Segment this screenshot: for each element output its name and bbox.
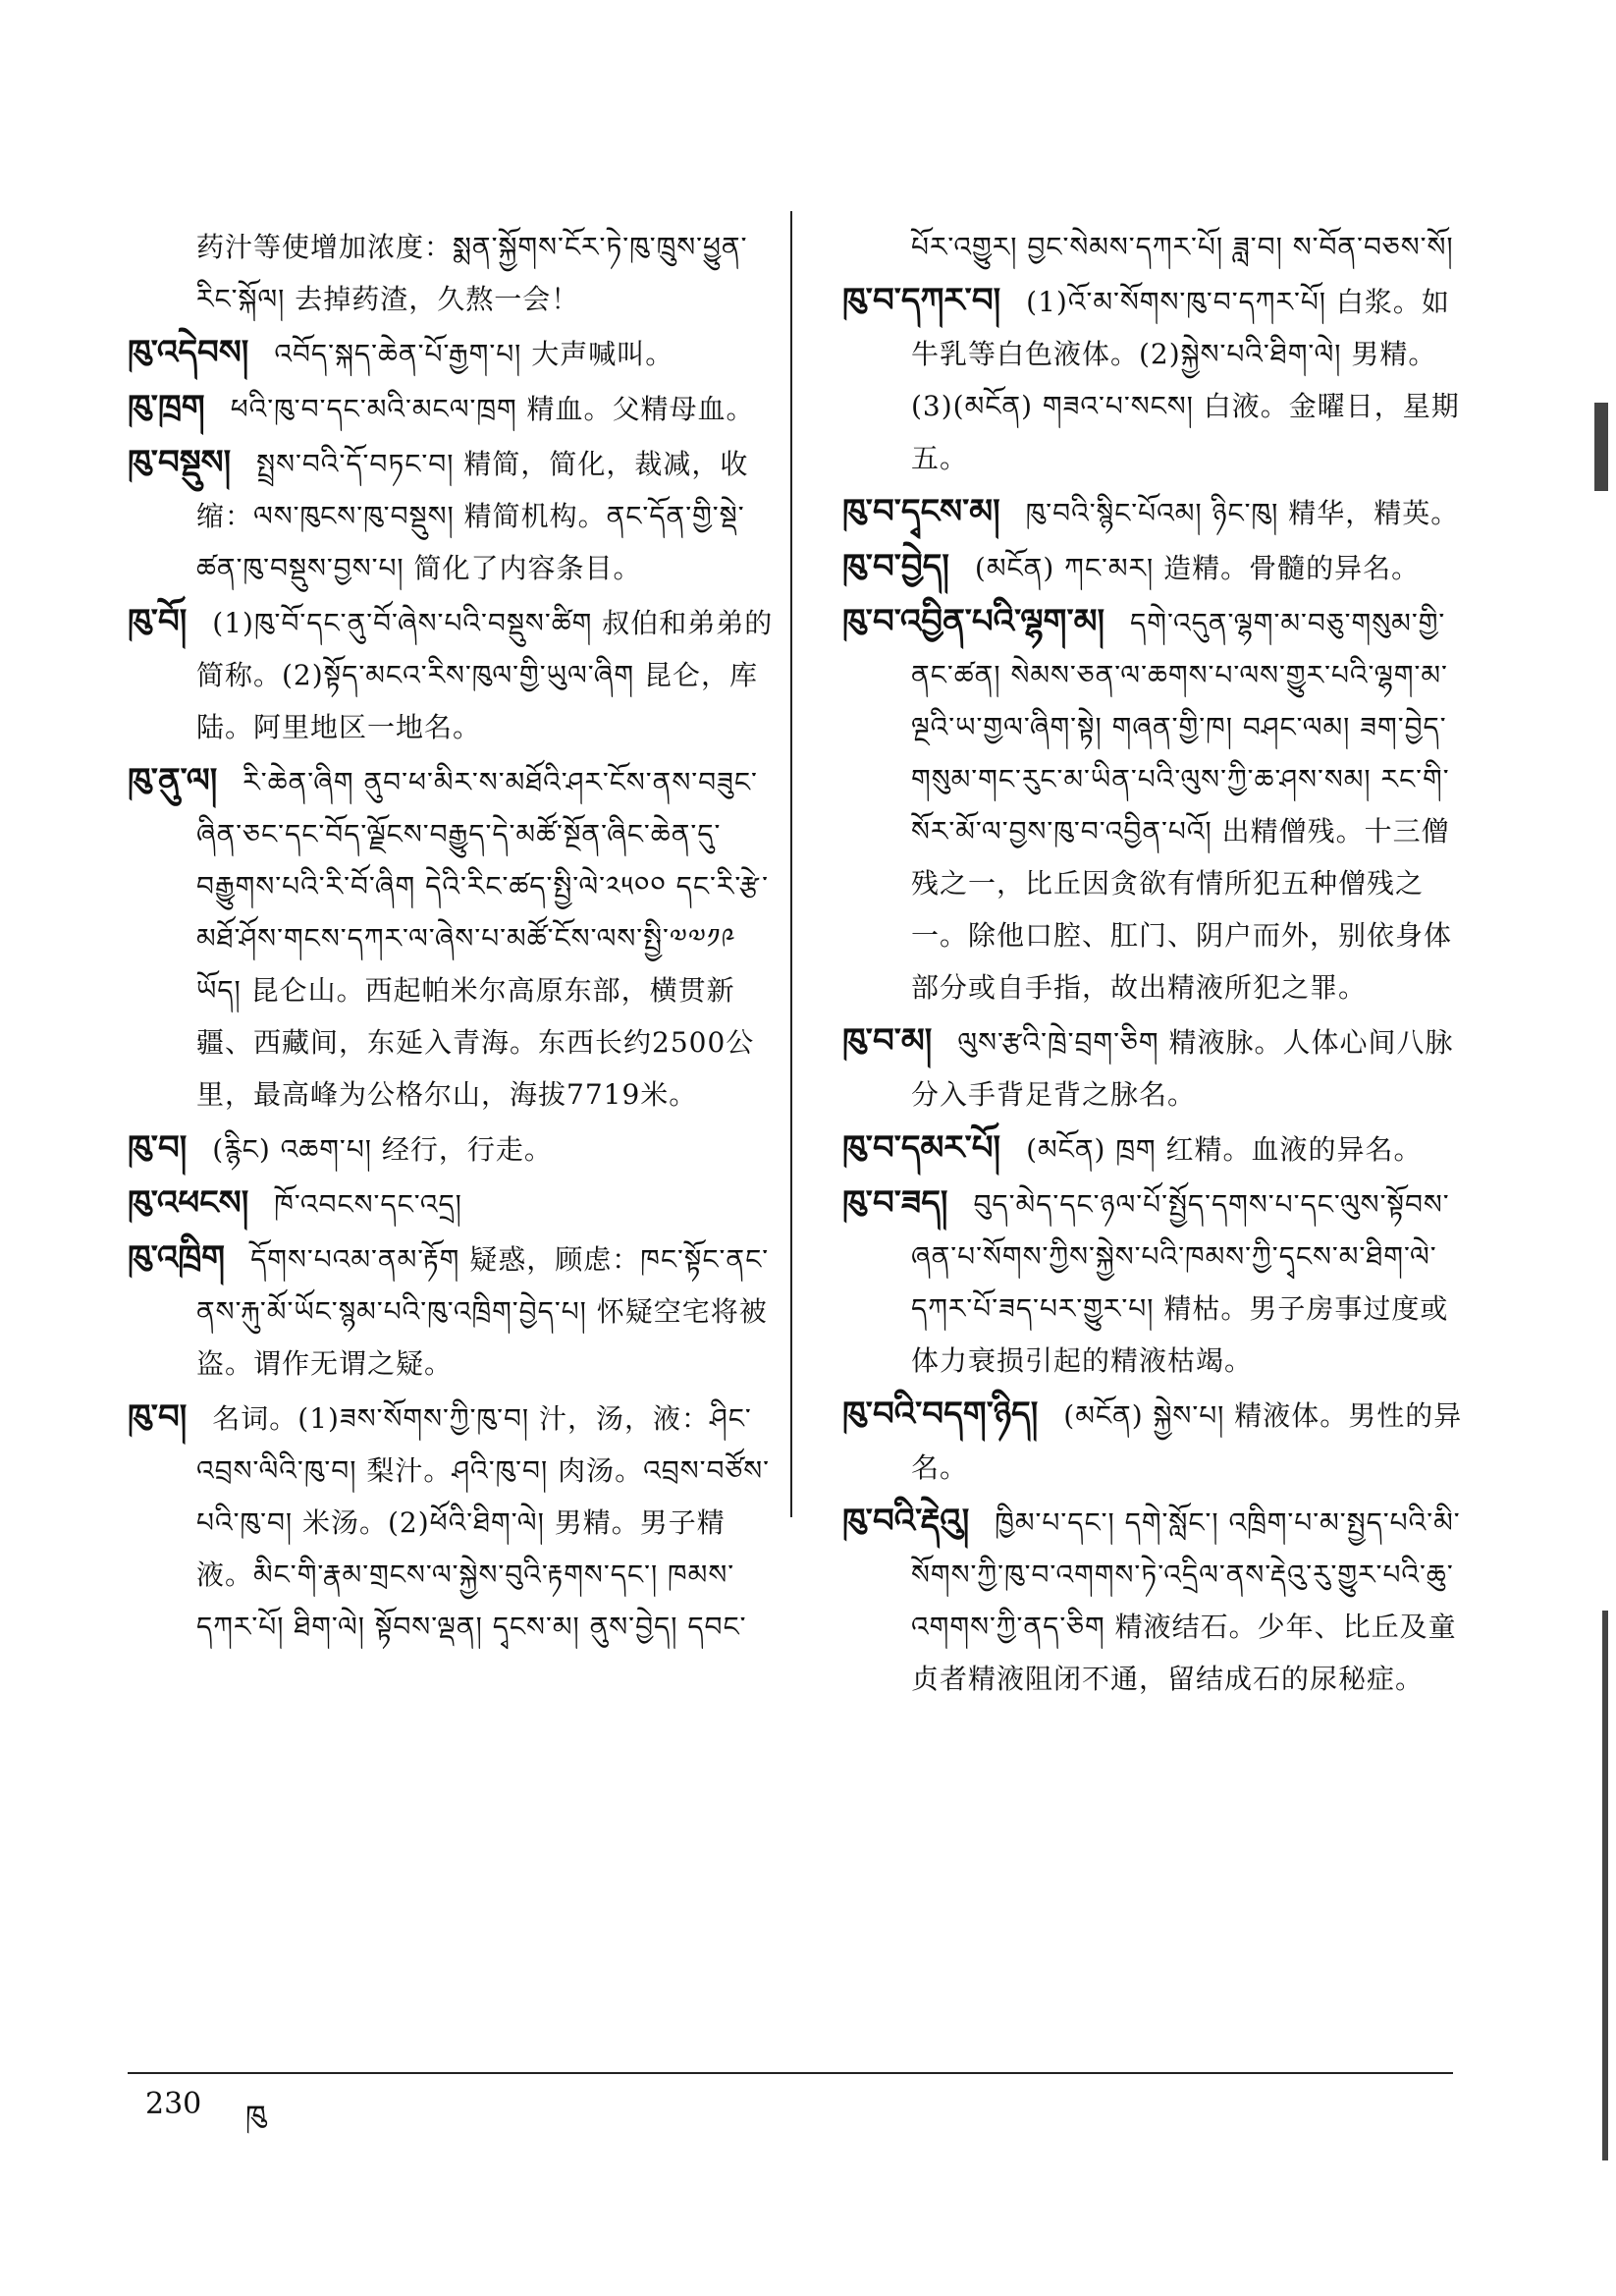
entry-headword: ཁུ་བ་བྱེད། <box>842 547 949 586</box>
entry-headword: ཁུ་འདེབས། <box>128 333 249 372</box>
entry-headword: ཁུ་བ། <box>128 1397 188 1437</box>
dictionary-entry <box>842 486 1473 539</box>
entry-definition: རི་ཆེན་ཞིག ནུབ་ཕ་མིར་ས་མཐོའི་ཤར་ངོས་ནས་བཟུང་ཞིན་ཅང་དང་བོད་ལྗོངས་བརྒྱུད་དེ་མཚོ་སྔོན་ཞིང་ཆེན་དུ་བརྒྱུགས་པའི་རི་བོ་ཞིག དེའི་རིང་ཚད་སྤྱི་ལེ་༢༥༠༠ དང་རི་རྩེ་མཐོ་ཤོས་གངས་དཀར་ལ་ཞེས་པ་མཚོ་ངོས་ལས་སྤྱི་༧༧༡༩ ཡོད། 昆仑山。西起帕米尔高原东部，横贯新疆、西藏间，东延入青海。东西长约2500公里，最高峰为公格尔山，海拔7719米。 <box>196 766 769 1111</box>
left-column <box>128 221 776 1655</box>
dictionary-entry <box>842 1177 1473 1387</box>
entry-headword: ཁུ་བའི་བདག་ཉིད། <box>842 1394 1039 1434</box>
dictionary-entry <box>842 1389 1473 1494</box>
entry-headword: ཁུ་འཁྲིག <box>128 1238 226 1278</box>
entry-definition: 名词。(1)ཟས་སོགས་ཀྱི་ཁུ་བ། 汁，汤，液：ཤིང་འབྲས་ལིའི་ཁུ་བ། 梨汁。ཤའི་ཁུ་བ། 肉汤。འབྲས་བཙོས་པའི་ཁུ་བ། 米汤。(2)ཕོའི་ཐིག་ལེ། 男精。男子精液。མིང་གི་རྣམ་གྲངས་ལ་སྐྱེས་བུའི་རྟགས་དང་། ཁམས་དཀར་པོ། ཐིག་ལེ། སྟོབས་ལྡན། དྭངས་མ། ནུས་བྱེད། དབང་ <box>196 1402 771 1643</box>
entry-headword: ཁུ་བ་དཀར་བ། <box>842 281 1001 320</box>
entry-definition: (མངོན) ཁྲག 红精。血液的异名。 <box>1026 1133 1423 1166</box>
dictionary-entry <box>128 1122 776 1175</box>
dictionary-entry <box>128 1232 776 1390</box>
dictionary-entry <box>128 596 776 753</box>
dictionary-entry <box>842 596 1473 1013</box>
entry-headword: ཁུ་བོ། <box>128 602 188 641</box>
entry-headword: ཁུ་བ་དྭངས་མ། <box>842 492 1000 531</box>
dictionary-entry <box>128 382 776 435</box>
dictionary-entry <box>842 221 1473 273</box>
entry-definition: (1)ཁུ་བོ་དང་ནུ་བོ་ཞེས་པའི་བསྡུས་ཚིག 叔伯和弟弟的简称。(2)སྟོད་མངའ་རིས་ཁུལ་གྱི་ཡུལ་ཞིག 昆仑，库陆。阿里地区一地名。 <box>196 607 774 743</box>
entry-definition: འབོད་སྐད་ཆེན་པོ་རྒྱག་པ། 大声喊叫。 <box>274 338 674 370</box>
dictionary-entry <box>128 437 776 594</box>
dictionary-entry <box>128 327 776 380</box>
edge-binding-mark <box>1602 1611 1608 2160</box>
entry-definition: སྤྲས་བའི་དོ་བཏང་བ། 精简，简化，裁减，收缩：ལས་ཁུངས་ཁུ་བསྡུས། 精简机构。ནང་དོན་གྱི་སྡེ་ཚན་ཁུ་བསྡུས་བྱས་པ། 简化了内容条目。 <box>196 448 749 584</box>
entry-definition: དོགས་པའམ་ནམ་རྟོག 疑惑，顾虑：ཁང་སྟོང་ནང་ནས་རྐུ་མོ་ཡོང་སྙམ་པའི་ཁུ་འཁྲིག་བྱེད་པ། 怀疑空宅将被盗。谓作无谓之疑。 <box>196 1243 770 1380</box>
footer-rule <box>128 2072 1453 2074</box>
dictionary-entry <box>842 1496 1473 1705</box>
entry-definition: (མངོན) ཀང་མར། 造精。骨髓的异名。 <box>974 552 1421 584</box>
entry-headword: ཁུ་བ་དམར་པོ། <box>842 1128 1001 1168</box>
dictionary-entry <box>842 541 1473 594</box>
section-letter: ཁུ <box>245 2100 266 2134</box>
dictionary-entry <box>128 221 776 325</box>
entry-headword: ཁུ་འཕངས། <box>128 1183 249 1223</box>
entry-headword: ཁུ་ནུ་ལ། <box>128 761 218 800</box>
entry-definition: དགེ་འདུན་ལྷག་མ་བཅུ་གསུམ་གྱི་ནང་ཚན། སེམས་ཅན་ལ་ཆགས་པ་ལས་གྱུར་པའི་ལྷག་མ་ལྔའི་ཡ་གྱལ་ཞིག་སྟེ། གཞན་གྱི་ཁ། བཤང་ལམ། ཟག་བྱེད་གསུམ་གང་རུང་མ་ཡིན་པའི་ལུས་ཀྱི་ཆ་ཤས་སམ། རང་གི་སོར་མོ་ལ་བྱས་ཁུ་བ་འབྱིན་པའོ། 出精僧残。十三僧残之一，比丘因贪欲有情所犯五种僧残之一。除他口腔、肛门、阴户而外，别依身体部分或自手指，故出精液所犯之罪。 <box>911 607 1453 1004</box>
entry-definition: ཁྱིམ་པ་དང་། དགེ་སློང་། འཁྲིག་པ་མ་སྤྱད་པའི་མི་སོགས་ཀྱི་ཁུ་བ་འགགས་ཏེ་འདྲིལ་ནས་རྡེའུ་རུ་གྱུར་པའི་ཆུ་འགགས་ཀྱི་ནད་ཅིག 精液结石。少年、比丘及童贞者精液阻闭不通，留结成石的尿秘症。 <box>911 1506 1461 1695</box>
edge-thumb-mark <box>1594 403 1608 491</box>
page-number: 230 <box>145 2087 202 2121</box>
entry-headword: ཁུ་བ་མ། <box>842 1021 933 1061</box>
right-column <box>842 221 1473 1707</box>
entry-definition: ལུས་རྩའི་ཁྲེ་བྲག་ཅིག 精液脉。人体心间八脉分入手背足背之脉名。 <box>911 1026 1454 1111</box>
entry-definition: པོར་འགྱུར། བྱང་སེམས་དཀར་པོ། ཟླ་བ། ས་བོན་བཅས་སོ། <box>911 231 1454 263</box>
dictionary-entry <box>842 275 1473 484</box>
dictionary-entry <box>128 1177 776 1230</box>
entry-definition: (མངོན) སྐྱེས་པ། 精液体。男性的异名。 <box>911 1399 1463 1484</box>
entry-definition: བུད་མེད་དང་ཉལ་པོ་སྤྱོད་དགས་པ་དང་ལུས་སྟོབས་ཞན་པ་སོགས་ཀྱིས་སྐྱེས་པའི་ཁམས་ཀྱི་དྭངས་མ་ཐིག་ལེ་དཀར་པོ་ཟད་པར་གྱུར་པ། 精枯。男子房事过度或体力衰损引起的精液枯竭。 <box>911 1188 1450 1377</box>
entry-definition: ཁོ་འབངས་དང་འདྲ། <box>274 1188 462 1221</box>
entry-definition: ཕའི་ཁུ་བ་དང་མའི་མངལ་ཁྲག 精血。父精母血。 <box>230 393 755 425</box>
entry-definition: 药汁等使增加浓度：སྨན་སྐྱོགས་ངོར་ཏེ་ཁུ་ཁྲུས་ཕྱུན་རིང་སྐོལ། 去掉药渣，久熬一会！ <box>196 231 748 315</box>
entry-headword: ཁུ་བའི་རྡེའུ། <box>842 1502 970 1541</box>
entry-headword: ཁུ་བ་ཟད། <box>842 1183 948 1223</box>
dictionary-entry <box>842 1015 1473 1121</box>
entry-headword: ཁུ་བ་འབྱིན་པའི་ལྷག་མ། <box>842 602 1105 641</box>
dictionary-entry <box>128 755 776 1121</box>
entry-definition: (རྙིང) འཆག་པ། 经行，行走。 <box>212 1133 553 1166</box>
entry-headword: ཁུ་བ། <box>128 1128 188 1168</box>
column-divider <box>790 211 792 1517</box>
entry-headword: ཁུ་ཁྲག <box>128 388 205 427</box>
dictionary-entry <box>128 1392 776 1653</box>
dictionary-entry <box>842 1122 1473 1175</box>
entry-headword: ཁུ་བསྡུས། <box>128 443 232 482</box>
entry-definition: ཁུ་བའི་སྙིང་པོའམ། ཉིང་ཁུ། 精华，精英。 <box>1025 497 1460 529</box>
entry-definition: (1)འོ་མ་སོགས་ཁུ་བ་དཀར་པོ། 白浆。如牛乳等白色液体。(2)སྐྱེས་པའི་ཐིག་ལེ། 男精。(3)(མངོན) གཟའ་པ་སངས། 白液。金曜日，星期五。 <box>911 286 1460 474</box>
